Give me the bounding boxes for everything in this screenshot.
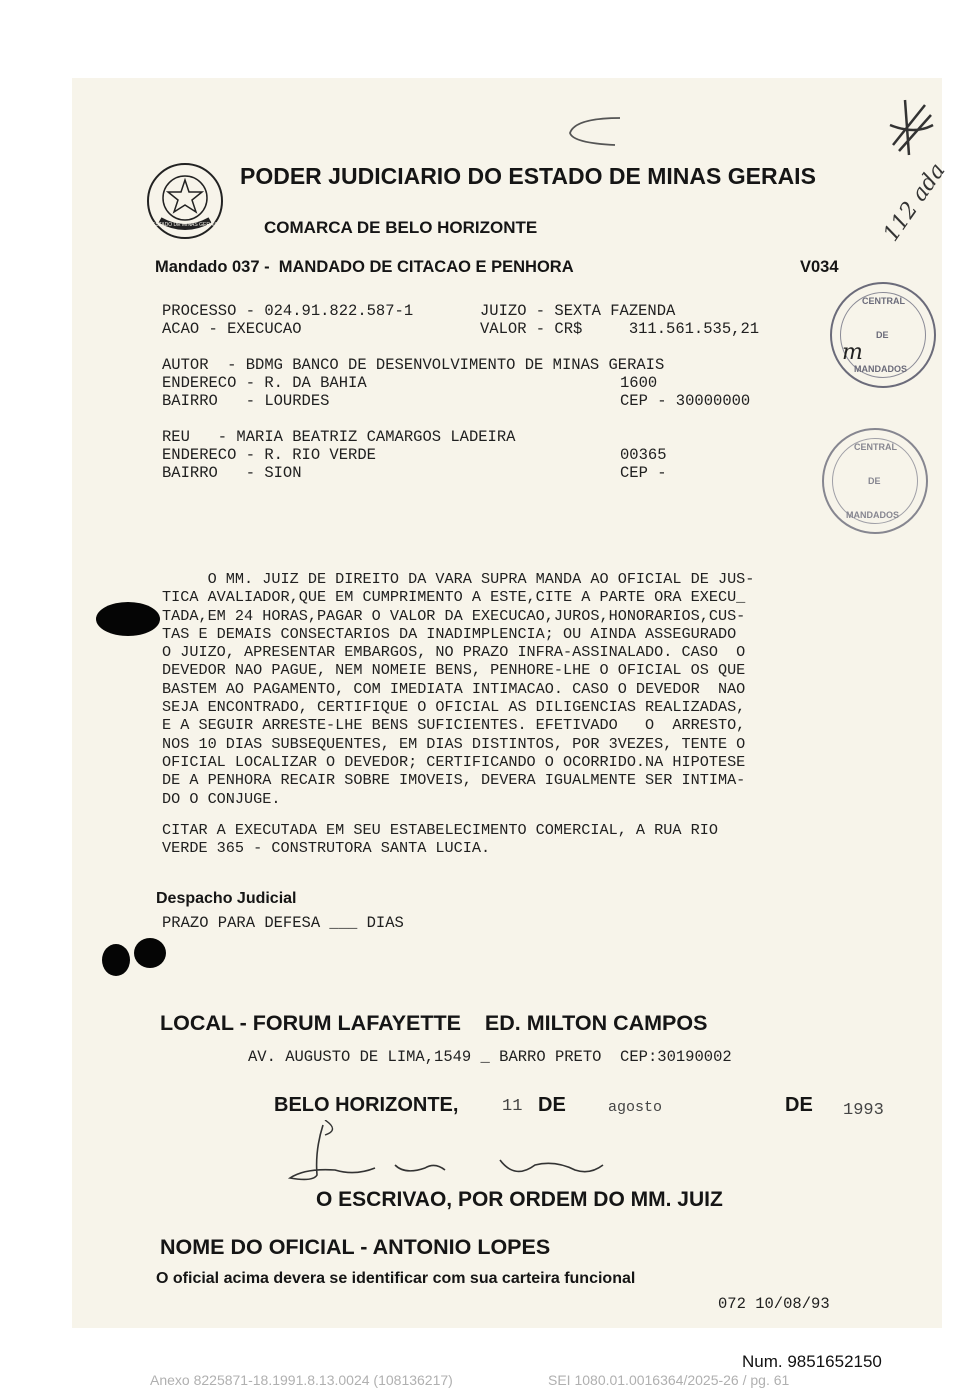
autor-nome: AUTOR - BDMG BANCO DE DESENVOLVIMENTO DE MINAS GERAIS bbox=[162, 356, 665, 374]
margin-scribble-icon bbox=[885, 95, 935, 165]
acao: ACAO - EXECUCAO bbox=[162, 320, 302, 338]
comarca-title: COMARCA DE BELO HORIZONTE bbox=[264, 218, 538, 237]
redaction-blot bbox=[134, 938, 166, 968]
reu-endereco: ENDERECO - R. RIO VERDE bbox=[162, 446, 376, 464]
processo-number: PROCESSO - 024.91.822.587-1 bbox=[162, 302, 414, 320]
mandado-body-paragraph: O MM. JUIZ DE DIREITO DA VARA SUPRA MANDA AO OFICIAL DE JUS- TICA AVALIADOR,QUE EM CUMPRIMENTO A ESTE,CITE A PARTE ORA EXECU_ TADA,EM 24 HORAS,PAGAR O VALOR DA EXECUCAO,JUROS,HONORARIOS,CUS- TAS E DEMAIS CONSECTARIOS DA INADIMPLENCIA; OU AINDA ASSEGURADO O JUIZO, APRESENTAR EMBARGOS, NO PRAZO INFRA-ASSINALADO. CASO O DEVEDOR NAO PAGUE, NEM NOMEIE BENS, PENHORE-LHE O OFICIAL OS QUE BASTEM AO PAGAMENTO, COM IMEDIATA INTIMACAO. CASO O DEVEDOR NAO SEJA ENCONTRADO, CERTIFIQUE O OFICIAL AS DILIGENCIAS REALIZADAS, E A SEGUIR ARRESTE-LHE BENS SUFICIENTES. EFETIVADO O ARRESTO, NOS 10 DIAS SUBSEQUENTES, EM DIAS DISTINTOS, POR 3VEZES, TENTE O OFICIAL LOCALIZAR O DEVEDOR; CERTIFICANDO O OCORRIDO.NA HIPOTESE DE A PENHORA RECAIR SOBRE IMOVEIS, DEVERA IGUALMENTE SER INTIMA- DO O CONJUGE. bbox=[162, 570, 755, 808]
date-city: BELO HORIZONTE, bbox=[274, 1094, 459, 1116]
oficial-nome: NOME DO OFICIAL - ANTONIO LOPES bbox=[160, 1235, 551, 1259]
stamp-middle-text: DE bbox=[876, 330, 889, 340]
autor-bairro: BAIRRO - LOURDES bbox=[162, 392, 330, 410]
coat-of-arms-seal bbox=[144, 160, 226, 242]
reu-bairro: BAIRRO - SION bbox=[162, 464, 302, 482]
date-year: 1993 bbox=[843, 1101, 884, 1120]
reu-numero: 00365 bbox=[620, 446, 667, 464]
date-month: agosto bbox=[608, 1099, 663, 1116]
sei-reference: SEI 1080.01.0016364/2025-26 / pg. 61 bbox=[548, 1372, 790, 1388]
central-mandados-stamp bbox=[830, 282, 936, 388]
juizo: JUIZO - SEXTA FAZENDA bbox=[480, 302, 676, 320]
anexo-reference: Anexo 8225871-18.1991.8.13.0024 (108136217) bbox=[150, 1372, 453, 1388]
citar-paragraph: CITAR A EXECUTADA EM SEU ESTABELECIMENTO COMERCIAL, A RUA RIO VERDE 365 - CONSTRUTORA SANTA LUCIA. bbox=[162, 821, 718, 858]
oficial-code: 072 10/08/93 bbox=[718, 1295, 830, 1313]
date-de-2: DE bbox=[785, 1094, 813, 1116]
oficial-note: O oficial acima devera se identificar com sua carteira funcional bbox=[156, 1270, 636, 1287]
stamp-top-text: CENTRAL bbox=[862, 296, 905, 306]
seal-text: ESTADO DE MINAS GERAIS bbox=[151, 222, 219, 228]
despacho-label: Despacho Judicial bbox=[156, 890, 297, 907]
date-de-1: DE bbox=[538, 1094, 566, 1116]
autor-endereco: ENDERECO - R. DA BAHIA bbox=[162, 374, 367, 392]
valor: VALOR - CR$ 311.561.535,21 bbox=[480, 320, 760, 338]
stamp2-middle-text: DE bbox=[868, 476, 881, 486]
document-number: Num. 9851652150 bbox=[742, 1352, 882, 1371]
autor-numero: 1600 bbox=[620, 374, 658, 392]
mandado-title: Mandado 037 - MANDADO DE CITACAO E PENHORA bbox=[155, 258, 574, 276]
local-forum: LOCAL - FORUM LAFAYETTE ED. MILTON CAMPOS bbox=[160, 1011, 708, 1035]
autor-cep: CEP - 30000000 bbox=[620, 392, 751, 410]
reu-cep: CEP - bbox=[620, 464, 667, 482]
stamp2-top-text: CENTRAL bbox=[854, 442, 897, 452]
date-day: 11 bbox=[502, 1097, 523, 1116]
redaction-blot bbox=[96, 602, 160, 636]
stamp-initials-icon: m bbox=[842, 340, 863, 365]
prazo-defesa: PRAZO PARA DEFESA ___ DIAS bbox=[162, 914, 404, 932]
margin-note: 112 ada bbox=[878, 158, 951, 247]
forum-address: AV. AUGUSTO DE LIMA,1549 _ BARRO PRETO CEP:30190002 bbox=[248, 1048, 732, 1066]
stamp2-bottom-text: MANDADOS bbox=[846, 510, 899, 520]
stamp-bottom-text: MANDADOS bbox=[854, 364, 907, 374]
central-mandados-stamp-2 bbox=[822, 428, 928, 534]
redaction-blot bbox=[102, 944, 130, 976]
escrivao-line: O ESCRIVAO, POR ORDEM DO MM. JUIZ bbox=[316, 1188, 723, 1211]
check-mark-icon bbox=[565, 113, 625, 153]
handwritten-signature bbox=[285, 1120, 615, 1195]
court-title: PODER JUDICIARIO DO ESTADO DE MINAS GERAIS bbox=[240, 163, 816, 189]
reu-nome: REU - MARIA BEATRIZ CAMARGOS LADEIRA bbox=[162, 428, 516, 446]
mandado-code: V034 bbox=[800, 258, 839, 276]
